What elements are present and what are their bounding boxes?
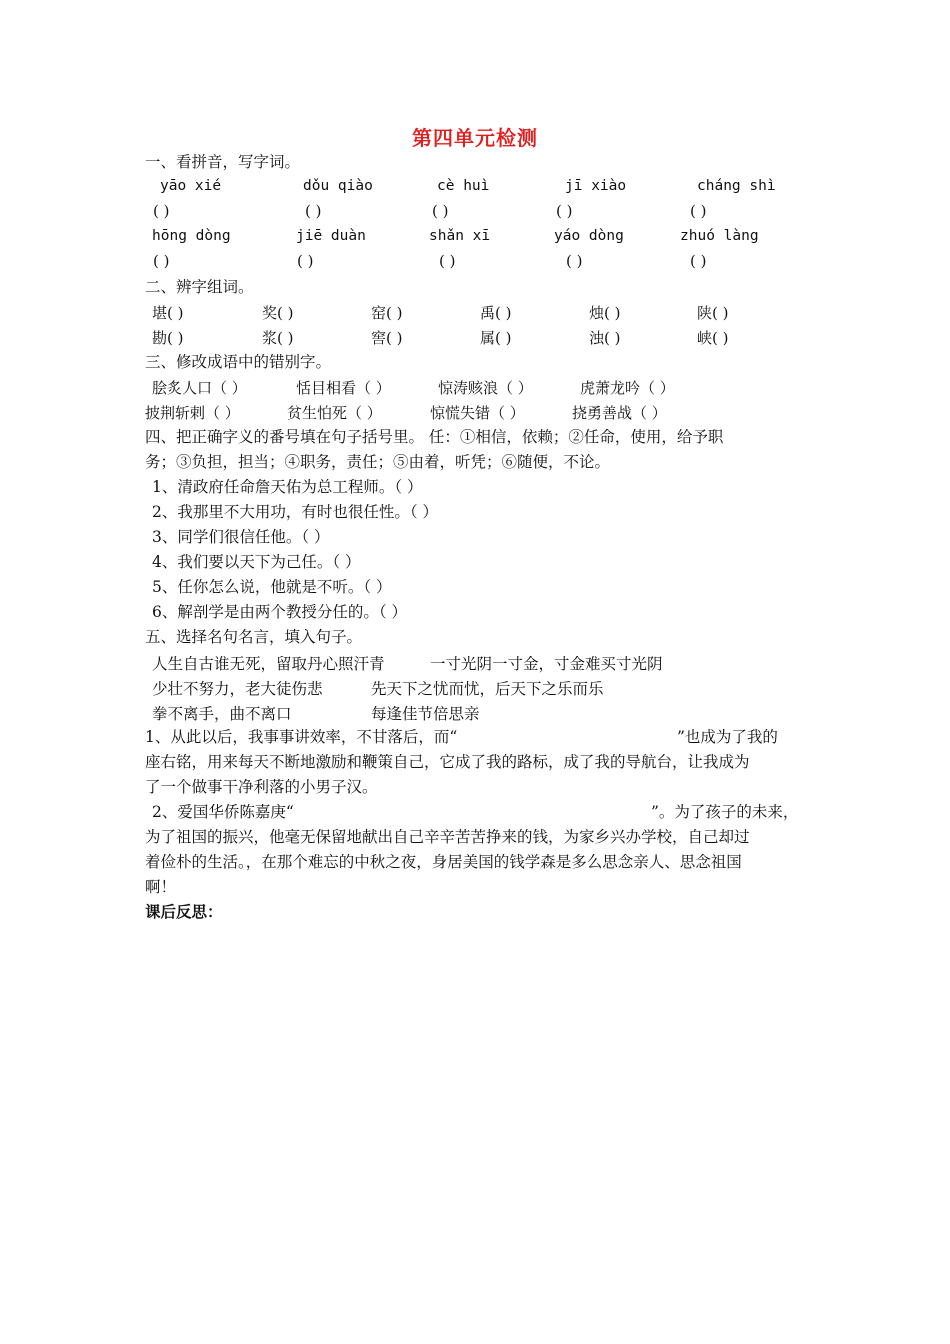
- q2-text: 为了祖国的振兴，他毫无保留地献出自己辛辛苦苦挣来的钱，为家乡兴办学校，自己却过: [145, 828, 750, 846]
- section-1-heading: 一、看拼音，写字词。: [145, 153, 301, 171]
- answer-blank[interactable]: ( ): [556, 202, 573, 220]
- quote-option: 一寸光阴一寸金，寸金难买寸光阴: [430, 655, 663, 673]
- char-item[interactable]: 陕( ): [697, 304, 729, 322]
- char-item[interactable]: 奖( ): [262, 304, 294, 322]
- question-item[interactable]: 1、清政府任命詹天佑为总工程师。（ ）: [152, 478, 423, 496]
- pinyin-4: jī xiào: [565, 178, 627, 194]
- quote-option: 先天下之忧而忧，后天下之乐而乐: [371, 680, 604, 698]
- pinyin-5: cháng shì: [697, 178, 776, 194]
- q1-text: 座右铭，用来每天不断地激励和鞭策自己，它成了我的路标，成了我的导航台，让我成为: [145, 753, 750, 771]
- section-5-heading: 五、选择名句名言，填入句子。: [145, 628, 363, 646]
- answer-blank[interactable]: ( ): [690, 252, 707, 270]
- section-2-heading: 二、辨字组词。: [145, 278, 254, 296]
- section-4-definitions: 务；③负担，担当；④职务，责任；⑤由着，听凭；⑥随便，不论。: [145, 453, 611, 471]
- answer-blank[interactable]: ( ): [439, 252, 456, 270]
- idiom-item[interactable]: 惊慌失错（ ）: [430, 404, 525, 422]
- answer-blank[interactable]: ( ): [153, 252, 170, 270]
- question-item[interactable]: 2、我那里不大用功，有时也很任性。（ ）: [152, 503, 439, 521]
- pinyin-10: zhuó làng: [680, 228, 759, 244]
- answer-blank[interactable]: ( ): [690, 202, 707, 220]
- answer-blank[interactable]: ( ): [297, 252, 314, 270]
- answer-blank[interactable]: ( ): [432, 202, 449, 220]
- idiom-item[interactable]: 贫生怕死（ ）: [287, 404, 382, 422]
- pinyin-7: jiē duàn: [296, 228, 366, 244]
- page-title: 第四单元检测: [412, 126, 538, 150]
- char-item[interactable]: 浆( ): [262, 329, 294, 347]
- char-item[interactable]: 烛( ): [589, 304, 621, 322]
- question-item[interactable]: 4、我们要以天下为己任。（ ）: [152, 553, 361, 571]
- char-item[interactable]: 属( ): [480, 329, 512, 347]
- idiom-item[interactable]: 脍炙人口（ ）: [152, 379, 247, 397]
- answer-blank[interactable]: ( ): [153, 202, 170, 220]
- char-item[interactable]: 窖( ): [371, 329, 403, 347]
- char-item[interactable]: 禹( ): [480, 304, 512, 322]
- quote-option: 每逢佳节倍思亲: [371, 705, 480, 723]
- q1-start: 1、从此以后，我事事讲效率，不甘落后，而“: [145, 728, 458, 746]
- idiom-item[interactable]: 披荆斩剌（ ）: [145, 404, 240, 422]
- reflection-heading: 课后反思：: [145, 902, 223, 921]
- question-item[interactable]: 3、同学们很信任他。（ ）: [152, 528, 330, 546]
- section-4-heading: 四、把正确字义的番号填在句子括号里。 任：①相信，依赖；②任命，使用，给予职: [145, 428, 724, 446]
- section-3-heading: 三、修改成语中的错别字。: [145, 353, 332, 371]
- q1-text: 了一个做事干净利落的小男子汉。: [145, 778, 378, 796]
- pinyin-2: dǒu qiào: [303, 178, 373, 194]
- q2-text: 啊！: [145, 878, 177, 896]
- pinyin-6: hōng dòng: [152, 228, 231, 244]
- char-item[interactable]: 浊( ): [589, 329, 621, 347]
- char-item[interactable]: 窑( ): [371, 304, 403, 322]
- q2-text: 着俭朴的生活。，在那个难忘的中秋之夜，身居美国的钱学森是多么思念亲人、思念祖国: [145, 853, 742, 871]
- idiom-item[interactable]: 惊涛赅浪（ ）: [438, 379, 533, 397]
- quote-option: 拳不离手，曲不离口: [152, 705, 292, 723]
- q2-end: ”。为了孩子的未来，: [651, 803, 799, 821]
- pinyin-1: yāo xié: [160, 178, 222, 194]
- pinyin-3: cè huì: [437, 178, 490, 194]
- question-item[interactable]: 5、任你怎么说，他就是不听。（ ）: [152, 578, 392, 596]
- idiom-item[interactable]: 挠勇善战（ ）: [572, 404, 667, 422]
- answer-blank[interactable]: ( ): [305, 202, 322, 220]
- question-item[interactable]: 6、解剖学是由两个教授分任的。（ ）: [152, 603, 408, 621]
- pinyin-8: shǎn xī: [429, 228, 491, 244]
- char-item[interactable]: 勘( ): [152, 329, 184, 347]
- q2-start: 2、爱国华侨陈嘉庚“: [152, 803, 294, 821]
- q1-end: ”也成为了我的: [677, 728, 778, 746]
- char-item[interactable]: 堪( ): [152, 304, 184, 322]
- quote-option: 少壮不努力，老大徒伤悲: [152, 680, 323, 698]
- idiom-item[interactable]: 恬目相看（ ）: [296, 379, 391, 397]
- char-item[interactable]: 峡( ): [697, 329, 729, 347]
- idiom-item[interactable]: 虎萧龙吟（ ）: [580, 379, 675, 397]
- quote-option: 人生自古谁无死，留取丹心照汗青: [152, 655, 385, 673]
- pinyin-9: yáo dòng: [554, 228, 624, 244]
- answer-blank[interactable]: ( ): [566, 252, 583, 270]
